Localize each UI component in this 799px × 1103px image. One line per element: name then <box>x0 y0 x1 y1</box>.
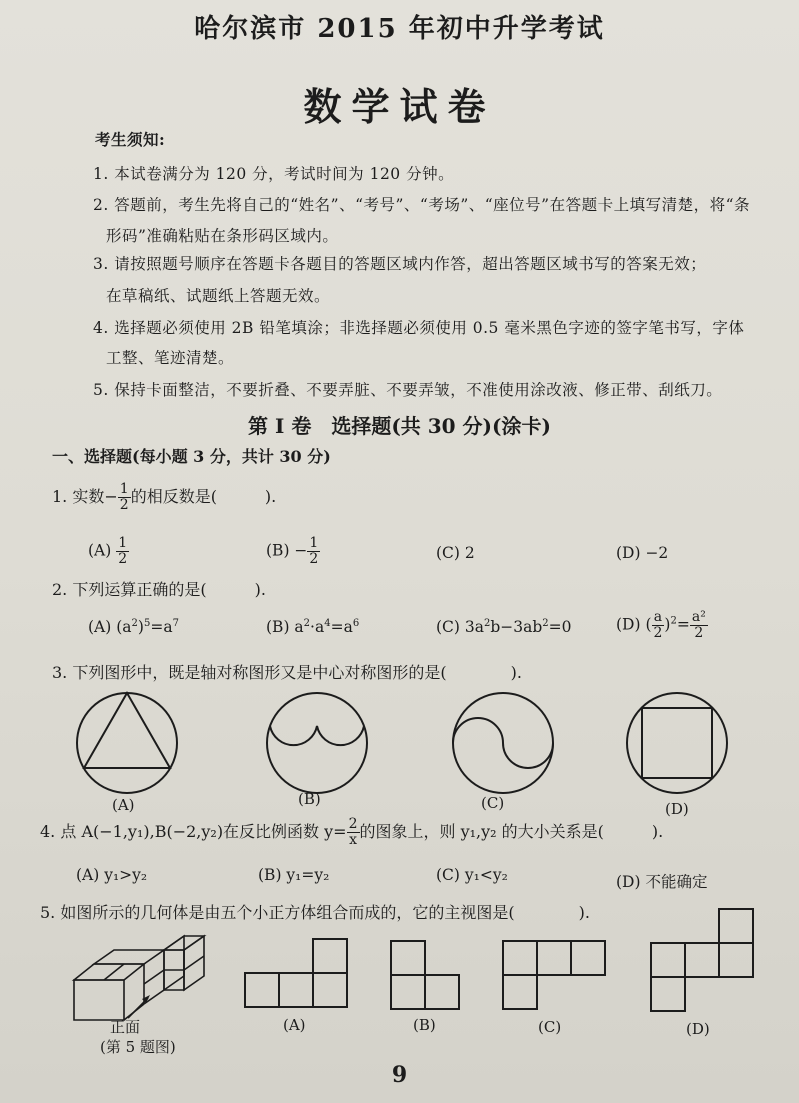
q1-option-b: (B) − $\frac{1}{2}$ <box>266 535 319 567</box>
notice-item: 1. 本试卷满分为 120 分，考试时间为 120 分钟。 <box>93 165 455 183</box>
notice-item: 3. 请按照题号顺序在答题卡各题目的答题区域内作答，超出答题区域书写的答案无效； <box>93 255 707 273</box>
q5-option-d-view <box>650 908 756 1014</box>
q1-fraction: $\frac{1}{2}$ <box>119 481 129 513</box>
q5-option-c-view <box>502 940 608 1012</box>
notice-item: 4. 选择题必须使用 2B 铅笔填涂；非选择题必须使用 0.5 毫米黑色字迹的签字笔书写，字体 <box>93 319 745 337</box>
question-3: 3. 下列图形中，既是轴对称图形又是中心对称图形的是( ). <box>52 663 522 682</box>
q4-option-c: (C) y₁<y₂ <box>436 866 508 884</box>
notice-item: 2. 答题前，考生先将自己的“姓名”、“考号”、“考场”、“座位号”在答题卡上填写清楚，将“条 <box>93 196 751 214</box>
section-title: 第 I 卷 选择题(共 30 分)(涂卡) <box>248 414 551 438</box>
figure-3c-label: (C) <box>481 794 505 812</box>
figure-5-solid <box>66 920 216 1030</box>
figure-3b-label: (B) <box>298 790 321 808</box>
q2-option-b: (B) $a^2\cdot a^4=a^6$ <box>266 618 360 637</box>
q1-option-c: (C) 2 <box>436 544 475 562</box>
q5-option-a-label: (A) <box>283 1016 306 1034</box>
subject-title: 数学试卷 <box>303 84 496 129</box>
q4-option-d: (D) 不能确定 <box>616 873 708 891</box>
notice-item: 工整、笔迹清楚。 <box>106 349 235 367</box>
question-2: 2. 下列运算正确的是( ). <box>52 580 266 599</box>
q2-option-c: (C) $3a^2b-3ab^2=0$ <box>436 618 572 637</box>
q1-stem-prefix: 1. 实数− <box>52 487 118 506</box>
exam-title: 哈尔滨市 2015 年初中升学考试 <box>194 14 605 44</box>
question-5: 5. 如图所示的几何体是由五个小正方体组合而成的，它的主视图是( ). <box>40 903 590 922</box>
part-heading: 一、选择题(每小题 3 分，共计 30 分) <box>52 447 331 466</box>
notice-item: 形码”准确粘贴在条形码区域内。 <box>106 227 339 245</box>
figure-3a-circle-triangle <box>72 688 182 798</box>
figure-3c-circle-s-curve <box>448 688 558 798</box>
q4-option-a: (A) y₁>y₂ <box>76 866 148 884</box>
page-number: 9 <box>391 1062 408 1088</box>
q1-option-d: (D) −2 <box>616 544 669 562</box>
q5-option-d-label: (D) <box>686 1020 710 1038</box>
q4-fraction: $\frac{2}{x}$ <box>348 816 358 848</box>
q5-option-a-view <box>244 938 350 1010</box>
figure-5-front-label: 正面 <box>110 1018 141 1036</box>
q2-option-d: (D) ( $\frac{a}{2}$ )$^2$= $\frac{\text{a²}}{2}$ <box>616 609 706 641</box>
q1-option-a: (A) $\frac{1}{2}$ <box>88 535 128 567</box>
q5-option-c-label: (C) <box>538 1018 562 1036</box>
notice-item: 5. 保持卡面整洁，不要折叠、不要弄脏、不要弄皱，不准使用涂改液、修正带、刮纸刀。 <box>93 381 723 399</box>
question-4: 4. 点 A(−1,y₁),B(−2,y₂)在反比例函数 y= $\frac{2}{x}$ 的图象上，则 y₁,y₂ 的大小关系是( ). <box>40 816 664 848</box>
figure-3d-circle-square <box>622 688 732 798</box>
q2-option-a: (A) $(a^2)^5=a^7$ <box>88 618 179 637</box>
notice-heading: 考生须知: <box>95 130 166 149</box>
notice-item: 在草稿纸、试题纸上答题无效。 <box>106 287 331 305</box>
q4-option-b: (B) y₁=y₂ <box>258 866 330 884</box>
q1-stem-suffix: 的相反数是( ). <box>130 487 277 506</box>
figure-5-caption: (第 5 题图) <box>100 1038 176 1056</box>
q5-option-b-label: (B) <box>413 1016 436 1034</box>
question-1 <box>52 482 276 513</box>
q5-option-b-view <box>390 940 462 1012</box>
figure-3b-circle-heart <box>262 688 372 798</box>
figure-3a-label: (A) <box>112 796 135 814</box>
figure-3d-label: (D) <box>665 800 689 818</box>
